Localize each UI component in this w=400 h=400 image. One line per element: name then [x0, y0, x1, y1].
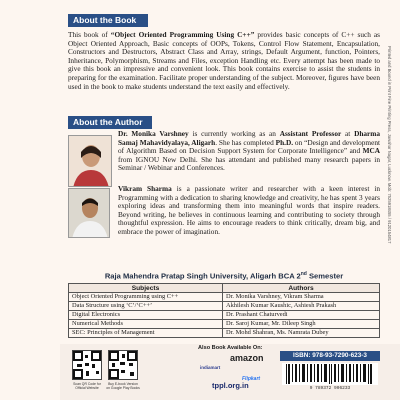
- book-title-quote: “Object Oriented Programming Using C++”: [110, 30, 255, 39]
- author1-mca: MCA: [362, 146, 380, 156]
- author1-text-e: from IGNOU New Delhi. She has attendant and published many research papers in Seminar / Webinar and Conferences.: [118, 154, 380, 173]
- table-row: [69, 302, 380, 311]
- table-cell-subject: Object Oriented Programming using C++: [69, 293, 223, 302]
- about-book-heading: About the Book: [68, 14, 148, 27]
- author1-text-b: at: [341, 129, 355, 138]
- university-title-post: Semester: [306, 271, 344, 281]
- author2-text: is a passionate writer and researcher with a keen interest in Programming with a dedication to sharing knowledge and creativity, he has spent 3 years exploring ideas and transforming them into meaningful words that inspire readers. Beyond writing, he believes in continuous learning and contributing to society through thoughtful expression. He aims to encourage readers to think critically, dream big, and embrace the power of imagination.: [118, 184, 381, 236]
- table-cell-subject: Digital Electronics: [69, 311, 223, 320]
- author-bio-monika: [118, 130, 380, 173]
- university-title-sup: nd: [300, 271, 307, 277]
- table-cell-authors: Dr. Monika Varshney, Vikram Sharma: [223, 293, 380, 302]
- qr1-caption: Scan QR Code for Official Website: [73, 382, 101, 390]
- table-header-authors: Authors: [223, 284, 380, 293]
- table-cell-authors: Akhilesh Kumar Kaushic, Ashiesh Prakash: [223, 302, 380, 311]
- table-row: [69, 293, 380, 302]
- table-cell-subject: Numerical Methods: [69, 320, 223, 329]
- table-header-subjects: Subjects: [69, 284, 223, 293]
- author1-text-a: is currently working as an: [188, 129, 280, 138]
- barcode-number: 9 789372 906233: [309, 386, 351, 391]
- amazon-logo[interactable]: amazon: [230, 353, 264, 363]
- about-author-heading: About the Author: [68, 116, 152, 129]
- printer-note: [384, 46, 394, 306]
- isbn-label: ISBN: 978-93-7290-623-3: [280, 351, 380, 361]
- author-name-vikram: Vikram Sharma: [118, 184, 172, 193]
- author1-college: Dharma Samaj Mahavidyalaya, Aligarh: [118, 129, 381, 147]
- author-bio-vikram: [118, 185, 380, 237]
- qr-code-ebook-icon[interactable]: [108, 350, 138, 380]
- author1-text-d: on “Design and development of Algorithm Based on Decision Support System for Corporate Intelligence” and: [118, 137, 380, 156]
- university-title: [68, 271, 380, 281]
- flipkart-logo[interactable]: Flipkart: [242, 376, 261, 382]
- also-available-label: Also Book Available On:: [198, 345, 263, 351]
- table-cell-authors: Dr. Prashant Chaturvedi: [223, 311, 380, 320]
- university-title-pre: Raja Mahendra Pratap Singh University, Aligarh BCA 2: [104, 271, 301, 281]
- author1-role: Assistant Professor: [279, 129, 342, 138]
- subjects-table: [68, 283, 380, 338]
- about-book-text: [68, 31, 380, 91]
- author-photo-monika: [68, 135, 112, 187]
- table-cell-authors: Dr. Mohd Shahran, Ms. Namrata Dubey: [223, 329, 380, 338]
- table-row: [69, 311, 380, 320]
- author-photo-vikram: [68, 188, 110, 238]
- about-book-text-post: provides basic concepts of C++ such as Object Oriented Approach, Basic concepts of OOPs, Tokens, Control Flow Statement, Encapsulation, Constructors and Destructors, Abstract Class and Array, strings, Default Argument, function, Pointers, Inheritance, Polymorphism, Streams and Files, exception Handling etc. Every attempt has been made to give this book an impressive and convenient look. This book contains exercise to assist the students in preparing for the examination. Facilitate proper understanding of the subject. Moreover, figures have been used in the book to make students understand the text easily and effectively.: [68, 30, 380, 91]
- table-row: [69, 329, 380, 338]
- author1-text-c: . She has completed: [215, 137, 276, 147]
- table-cell-subject: SEC: Principles of Management: [69, 329, 223, 338]
- table-cell-authors: Dr. Saroj Kumar, Mr. Dileep Singh: [223, 320, 380, 329]
- qr-code-website-icon[interactable]: [72, 350, 102, 380]
- qr2-caption: Buy E-book Version on Google Play Books: [106, 382, 140, 390]
- table-row: [69, 320, 380, 329]
- barcode-icon: [282, 363, 378, 385]
- indiamart-logo[interactable]: indiamart: [200, 365, 221, 370]
- about-book-text-pre: This book of: [68, 30, 111, 39]
- author1-phd: Ph.D.: [275, 137, 294, 147]
- tppl-website-link[interactable]: tppl.org.in: [212, 381, 249, 390]
- table-header-row: [69, 284, 380, 293]
- printer-note-text: Printed and Bound in Print Fine Printing Press, Jawahar Nagar, Lucknow. Mob: 7525918455 / 9120154817: [387, 46, 392, 244]
- bottom-strip: [60, 344, 400, 400]
- author-name-monika: Dr. Monika Varshney: [118, 129, 189, 138]
- table-cell-subject: Data Structure using ‘C’/‘C++’: [69, 302, 223, 311]
